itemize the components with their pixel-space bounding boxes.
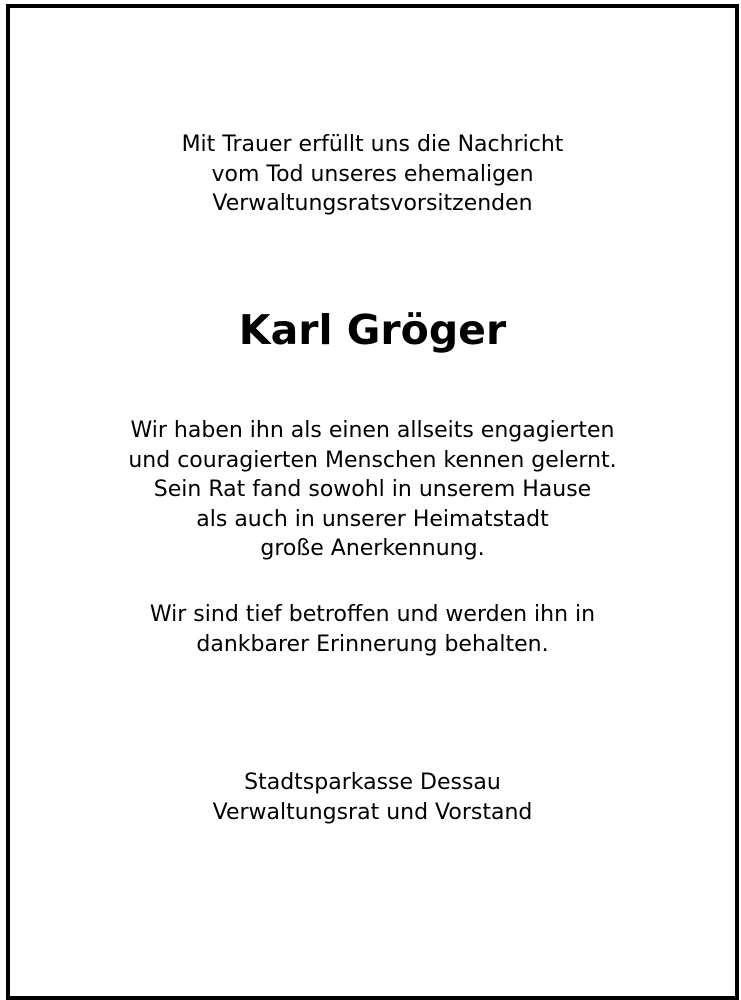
sender-organization: Stadtsparkasse Dessau	[244, 770, 501, 795]
condolence-paragraph	[10, 600, 735, 659]
condolence-line: Wir sind tief betroffen und werden ihn in	[149, 602, 596, 627]
sender-signature	[10, 768, 735, 827]
intro-text	[10, 130, 735, 219]
obituary-notice	[6, 4, 739, 1000]
tribute-line: Wir haben ihn als einen allseits engagierten	[130, 418, 615, 443]
tribute-line: und couragierten Menschen kennen gelernt.	[128, 447, 617, 473]
intro-line: vom Tod unseres ehemaligen	[211, 161, 534, 187]
tribute-line: als auch in unserer Heimatstadt	[196, 506, 549, 532]
tribute-paragraph	[10, 416, 735, 564]
sender-department: Verwaltungsrat und Vorstand	[212, 799, 533, 825]
deceased-name: Karl Gröger	[238, 306, 507, 354]
tribute-line: große Anerkennung.	[260, 536, 485, 561]
condolence-line: dankbarer Erinnerung behalten.	[196, 631, 549, 657]
intro-line: Verwaltungsratsvorsitzenden	[212, 191, 533, 216]
tribute-line: Sein Rat fand sowohl in unserem Hause	[153, 477, 592, 502]
intro-line: Mit Trauer erfüllt uns die Nachricht	[181, 132, 564, 157]
